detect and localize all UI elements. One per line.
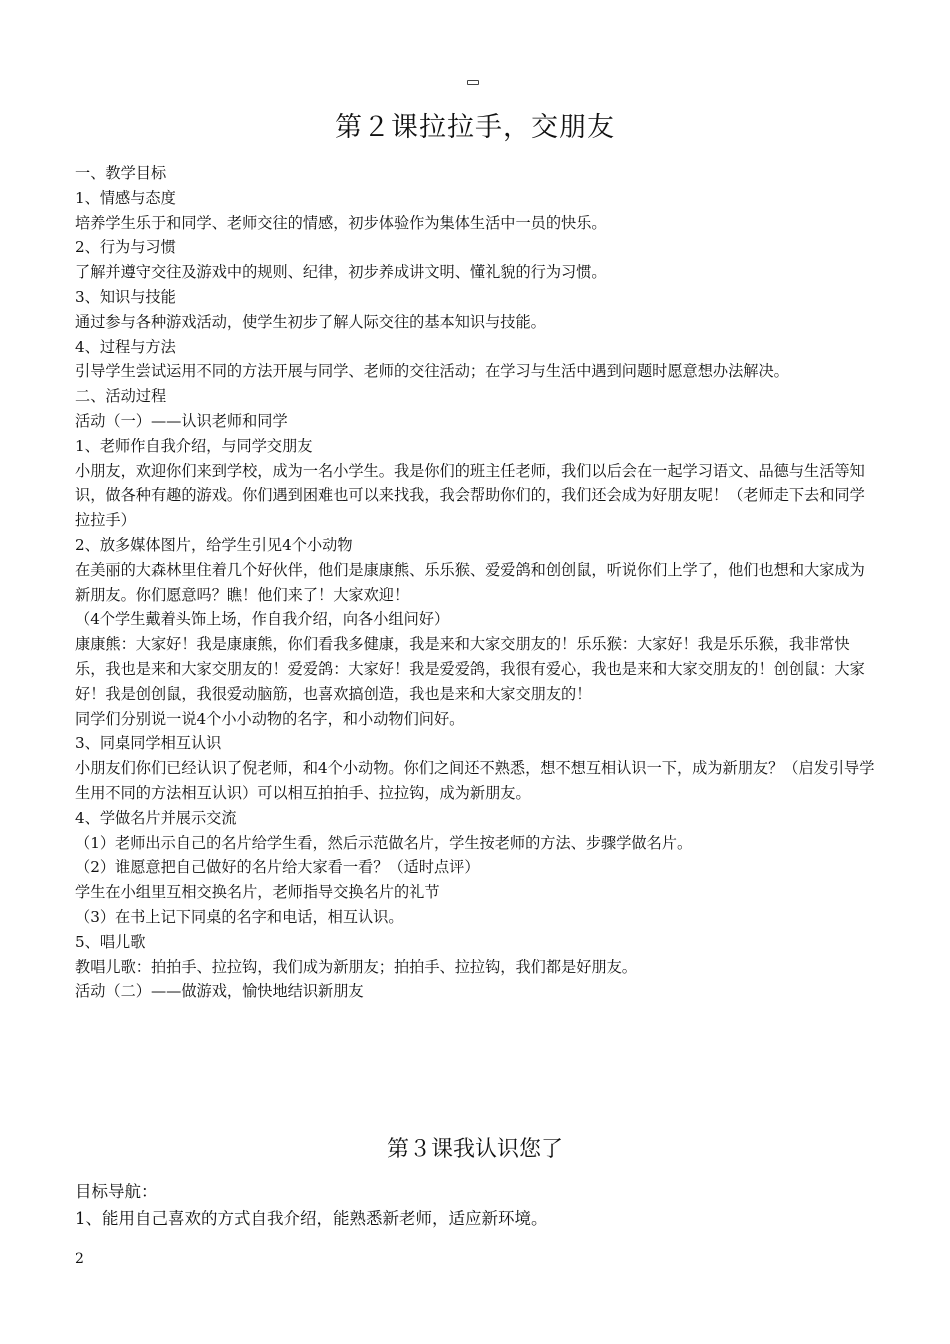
paragraph: 2、行为与习惯 (75, 238, 176, 257)
paragraph: 一、教学目标 (75, 164, 167, 182)
lesson3-title: 第３课我认识您了 (386, 1137, 563, 1162)
paragraph: （1）老师出示自己的名片给学生看，然后示范做名片，学生按老师的方法、步骤学做名片。 (75, 833, 693, 852)
paragraph: 教唱儿歌：拍拍手、拉拉钩，我们成为新朋友；拍拍手、拉拉钩，我们都是好朋友。 (75, 957, 637, 976)
paragraph: 1、情感与态度 (75, 188, 176, 207)
paragraph: 活动（一）——认识老师和同学 (75, 411, 288, 430)
paragraph: 康康熊：大家好！我是康康熊，你们看我多健康，我是来和大家交朋友的！乐乐猴：大家好！我是乐乐猴，我非常快乐，我也是来和大家交朋友的！爱爱鸽：大家好！我是爱爱鸽，我很有爱心，我也是来和大家交朋友的！创创鼠：大家好！我是创创鼠，我很爱动脑筋，也喜欢搞创造，我也是来和大家交朋友的！ (75, 635, 865, 703)
paragraph: 学生在小组里互相交换名片，老师指导交换名片的礼节 (75, 883, 440, 902)
paragraph: 二、活动过程 (75, 387, 167, 406)
nav-label: 目标导航： (75, 1182, 158, 1201)
paragraph: （3）在书上记下同桌的名字和电话，相互认识。 (75, 907, 404, 926)
lesson2-title: 第２课拉拉手，交朋友 (335, 112, 615, 143)
paragraph: 活动（二）——做游戏，愉快地结识新朋友 (75, 982, 364, 1001)
paragraph: （2）谁愿意把自己做好的名片给大家看一看？（适时点评） (75, 858, 480, 877)
paragraph: 小朋友，欢迎你们来到学校，成为一名小学生。我是你们的班主任老师，我们以后会在一起学习语文、品德与生活等知识，做各种有趣的游戏。你们遇到困难也可以来找我，我会帮助你们的，我们还会成为好朋友呢！（老师走下去和同学拉拉手） (75, 461, 865, 530)
paragraph: 4、过程与方法 (75, 337, 176, 356)
paragraph: 通过参与各种游戏活动，使学生初步了解人际交往的基本知识与技能。 (75, 312, 546, 331)
paragraph: 在美丽的大森林里住着几个好伙伴，他们是康康熊、乐乐猴、爱爱鸽和创创鼠，听说你们上学了，他们也想和大家成为新朋友。你们愿意吗？瞧！他们来了！大家欢迎！ (75, 560, 865, 604)
paragraph: 小朋友们你们已经认识了倪老师，和4个小动物。你们之间还不熟悉，想不想互相认识一下，成为新朋友？（启发引导学生用不同的方法相互认识）可以相互拍拍手、拉拉钩，成为新朋友。 (75, 759, 875, 802)
paragraph: 3、同桌同学相互认识 (75, 734, 222, 753)
paragraph: 同学们分别说一说4个小小动物的名字，和小动物们问好。 (75, 709, 465, 728)
paragraph: （4个学生戴着头饰上场，作自我介绍，向各小组问好） (75, 610, 450, 629)
paragraph: 培养学生乐于和同学、老师交往的情感，初步体验作为集体生活中一员的快乐。 (75, 213, 607, 232)
paragraph: 了解并遵守交往及游戏中的规则、纪律，初步养成讲文明、懂礼貌的行为习惯。 (75, 263, 607, 282)
lesson3-goals (75, 1178, 875, 1232)
paragraph: 1、老师作自我介绍，与同学交朋友 (75, 436, 313, 455)
nav-item: 1、能用自己喜欢的方式自我介绍，能熟悉新老师，适应新环境。 (75, 1209, 548, 1228)
paragraph: 5、唱儿歌 (75, 932, 146, 951)
paragraph: 4、学做名片并展示交流 (75, 808, 237, 827)
header-mark (467, 80, 479, 85)
lesson2-content (75, 161, 875, 1004)
paragraph: 2、放多媒体图片，给学生引见4个小动物 (75, 535, 353, 554)
page-number: 2 (75, 1251, 84, 1267)
paragraph: 引导学生尝试运用不同的方法开展与同学、老师的交往活动；在学习与生活中遇到问题时愿意想办法解决。 (75, 362, 789, 381)
paragraph: 3、知识与技能 (75, 287, 176, 306)
